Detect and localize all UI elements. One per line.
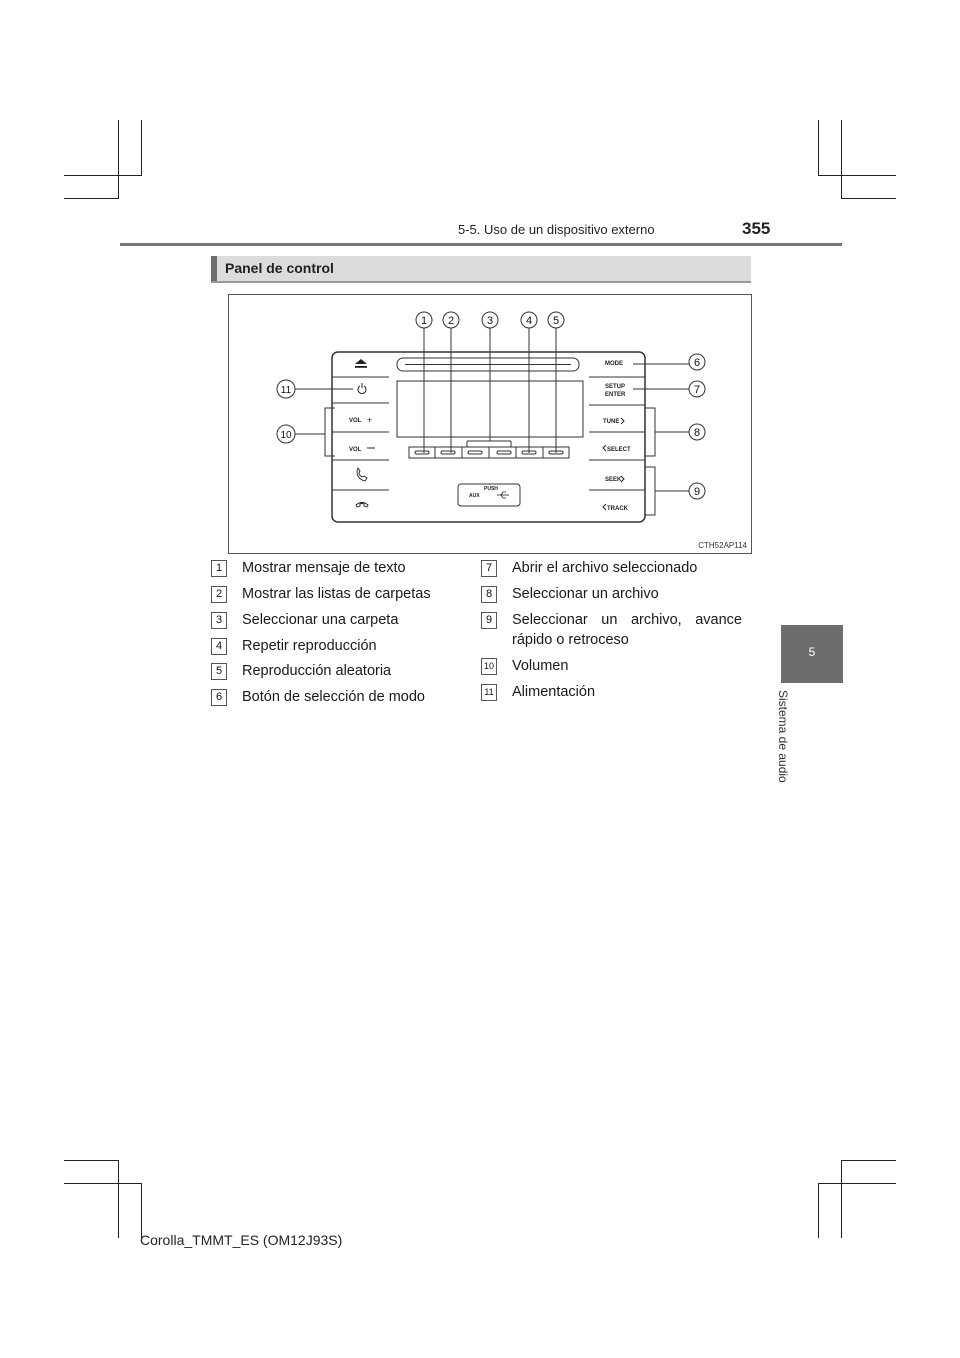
aux-label: AUX — [469, 493, 480, 499]
item-number: 3 — [211, 612, 227, 629]
svg-text:11: 11 — [280, 385, 292, 396]
tune-label: TUNE — [603, 419, 620, 425]
figure-code: CTH52AP114 — [698, 541, 747, 550]
item-number: 6 — [211, 689, 227, 706]
item-text: Reproducción aleatoria — [242, 663, 392, 679]
item-text: Alimentación — [512, 684, 596, 700]
svg-text:8: 8 — [693, 427, 701, 439]
chapter-title: Sistema de audio — [776, 690, 790, 783]
svg-text:4: 4 — [525, 315, 533, 327]
item-text: Seleccionar un archivo — [512, 586, 659, 602]
section-heading-text: Panel de control — [225, 260, 334, 276]
svg-text:9: 9 — [693, 486, 701, 498]
svg-text:5: 5 — [552, 315, 560, 327]
svg-text:10: 10 — [280, 430, 292, 441]
item-number: 7 — [481, 560, 497, 577]
item-text: Mostrar mensaje de texto — [242, 560, 406, 576]
header-rule — [120, 243, 842, 246]
footer-document-code: Corolla_TMMT_ES (OM12J93S) — [140, 1232, 343, 1248]
enter-label: ENTER — [605, 392, 626, 398]
push-label: PUSH — [484, 486, 498, 492]
vol-plus-label: VOL — [349, 418, 362, 424]
legend-right — [481, 558, 751, 708]
item-number: 4 — [211, 638, 227, 655]
section-heading-bar — [211, 256, 217, 281]
page-number: 355 — [742, 219, 771, 238]
plus-icon: + — [367, 415, 373, 425]
track-label: TRACK — [607, 506, 628, 512]
legend-left — [211, 558, 471, 708]
item-text: Volumen — [512, 658, 569, 674]
svg-text:2: 2 — [447, 315, 455, 327]
chapter-tab — [781, 625, 843, 683]
item-text: Seleccionar una carpeta — [242, 612, 399, 628]
item-number: 5 — [211, 663, 227, 680]
item-number: 1 — [211, 560, 227, 577]
item-text: Repetir reproducción — [242, 638, 377, 654]
item-text: Abrir el archivo seleccionado — [512, 560, 698, 576]
chapter-number: 5 — [808, 645, 816, 659]
item-number: 2 — [211, 586, 227, 603]
item-number: 8 — [481, 586, 497, 603]
setup-label: SETUP — [605, 384, 626, 390]
control-panel-figure — [228, 294, 752, 554]
item-text: Seleccionar un archivo, avance rápido o retroceso — [512, 612, 742, 648]
preset-buttons — [409, 447, 569, 458]
item-number: 10 — [481, 658, 497, 675]
svg-text:3: 3 — [486, 315, 494, 327]
svg-text:7: 7 — [693, 384, 701, 396]
seek-label: SEEK — [605, 477, 622, 483]
chapter-side-title — [760, 690, 820, 810]
item-text: Botón de selección de modo — [242, 689, 425, 705]
control-panel-illustration — [229, 295, 751, 553]
item-number: 11 — [481, 684, 497, 701]
svg-text:6: 6 — [693, 357, 701, 369]
mode-label: MODE — [605, 361, 623, 367]
running-header-section: 5-5. Uso de un dispositivo externo — [458, 222, 655, 237]
item-text: Mostrar las listas de carpetas — [242, 586, 431, 602]
vol-minus-label: VOL — [349, 447, 362, 453]
section-heading — [211, 256, 751, 283]
select-label: SELECT — [607, 447, 631, 453]
svg-text:1: 1 — [420, 315, 428, 327]
item-number: 9 — [481, 612, 497, 629]
